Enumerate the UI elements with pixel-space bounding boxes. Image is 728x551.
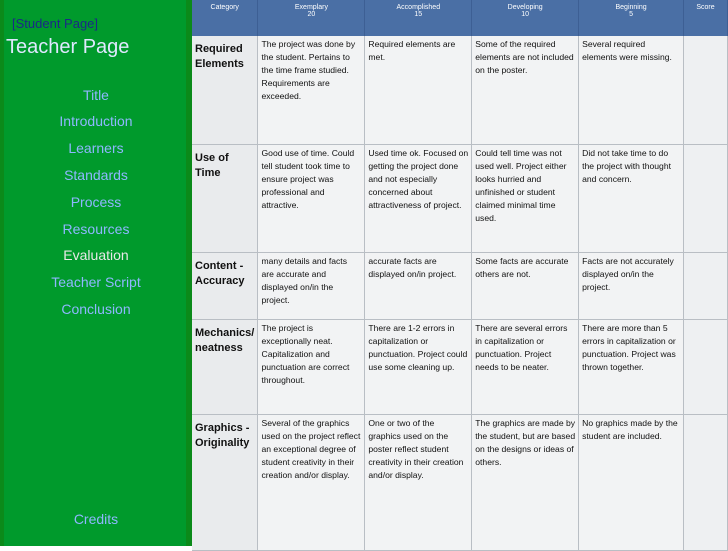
- criterion-cell: Graphics - Originality: [192, 414, 258, 550]
- header-developing: Developing 10: [472, 0, 579, 36]
- table-row: [192, 319, 728, 414]
- developing-cell: The graphics are made by the student, but are based on the designs or ideas of others.: [472, 414, 579, 550]
- rubric-header-row: [192, 0, 728, 36]
- exemplary-cell: Good use of time. Could tell student took time to ensure project was professional and attractive.: [258, 144, 365, 252]
- accomplished-cell: One or two of the graphics used on the poster reflect student creativity in their creation and/or display.: [365, 414, 472, 550]
- exemplary-cell: The project was done by the student. Pertains to the time frame studied. Requirements are exceeded.: [258, 36, 365, 144]
- table-row: [192, 414, 728, 550]
- criterion-cell: Mechanics/ neatness: [192, 319, 258, 414]
- header-category: Category: [192, 0, 258, 36]
- nav-evaluation[interactable]: Evaluation: [63, 247, 129, 263]
- nav-teacher-script[interactable]: Teacher Script: [51, 274, 141, 290]
- score-cell[interactable]: [684, 36, 728, 144]
- nav-conclusion[interactable]: Conclusion: [61, 301, 131, 317]
- header-accomplished: Accomplished 15: [365, 0, 472, 36]
- score-cell[interactable]: [684, 319, 728, 414]
- exemplary-cell: many details and facts are accurate and displayed on/in the project.: [258, 252, 365, 319]
- accomplished-cell: Required elements are met.: [365, 36, 472, 144]
- nav-process[interactable]: Process: [70, 194, 122, 210]
- sidebar: [0, 0, 192, 546]
- accomplished-cell: There are 1-2 errors in capitalization or punctuation. Project could use some cleaning up.: [365, 319, 472, 414]
- exemplary-cell: Several of the graphics used on the project reflect an exceptional degree of student creativity in their creation and/or display.: [258, 414, 365, 550]
- criterion-cell: Content - Accuracy: [192, 252, 258, 319]
- criterion-cell: Required Elements: [192, 36, 258, 144]
- header-score: Score: [684, 0, 728, 36]
- accomplished-cell: Used time ok. Focused on getting the project done and not especially concerned about attractiveness of project.: [365, 144, 472, 252]
- table-row: [192, 252, 728, 319]
- score-cell[interactable]: [684, 414, 728, 550]
- beginning-cell: Several required elements were missing.: [579, 36, 684, 144]
- sidebar-panel: [4, 0, 186, 546]
- nav-credits[interactable]: Credits: [73, 511, 119, 527]
- criterion-cell: Use of Time: [192, 144, 258, 252]
- nav-resources[interactable]: Resources: [62, 221, 130, 237]
- beginning-cell: There are more than 5 errors in capitalization or punctuation. Project was thrown together.: [579, 319, 684, 414]
- header-beginning: Beginning 5: [579, 0, 684, 36]
- beginning-cell: Facts are not accurately displayed on/in the project.: [579, 252, 684, 319]
- student-page-link[interactable]: [Student Page]: [12, 16, 99, 31]
- nav-standards[interactable]: Standards: [64, 167, 128, 183]
- table-row: [192, 144, 728, 252]
- developing-cell: Could tell time was not used well. Project either looks hurried and unfinished or student claimed minimal time used.: [472, 144, 579, 252]
- evaluation-rubric: [192, 0, 728, 551]
- header-exemplary: Exemplary 20: [258, 0, 365, 36]
- page-title: Teacher Page: [6, 36, 130, 58]
- beginning-cell: Did not take time to do the project with thought and concern.: [579, 144, 684, 252]
- nav-learners[interactable]: Learners: [68, 140, 124, 156]
- developing-cell: Some of the required elements are not included on the poster.: [472, 36, 579, 144]
- accomplished-cell: accurate facts are displayed on/in project.: [365, 252, 472, 319]
- table-row: [192, 36, 728, 144]
- nav-title[interactable]: Title: [83, 87, 109, 103]
- developing-cell: There are several errors in capitalization or punctuation. Project needs to be neater.: [472, 319, 579, 414]
- developing-cell: Some facts are accurate others are not.: [472, 252, 579, 319]
- score-cell[interactable]: [684, 144, 728, 252]
- score-cell[interactable]: [684, 252, 728, 319]
- beginning-cell: No graphics made by the student are included.: [579, 414, 684, 550]
- nav-introduction[interactable]: Introduction: [59, 113, 133, 129]
- exemplary-cell: The project is exceptionally neat. Capitalization and punctuation are correct throughout.: [258, 319, 365, 414]
